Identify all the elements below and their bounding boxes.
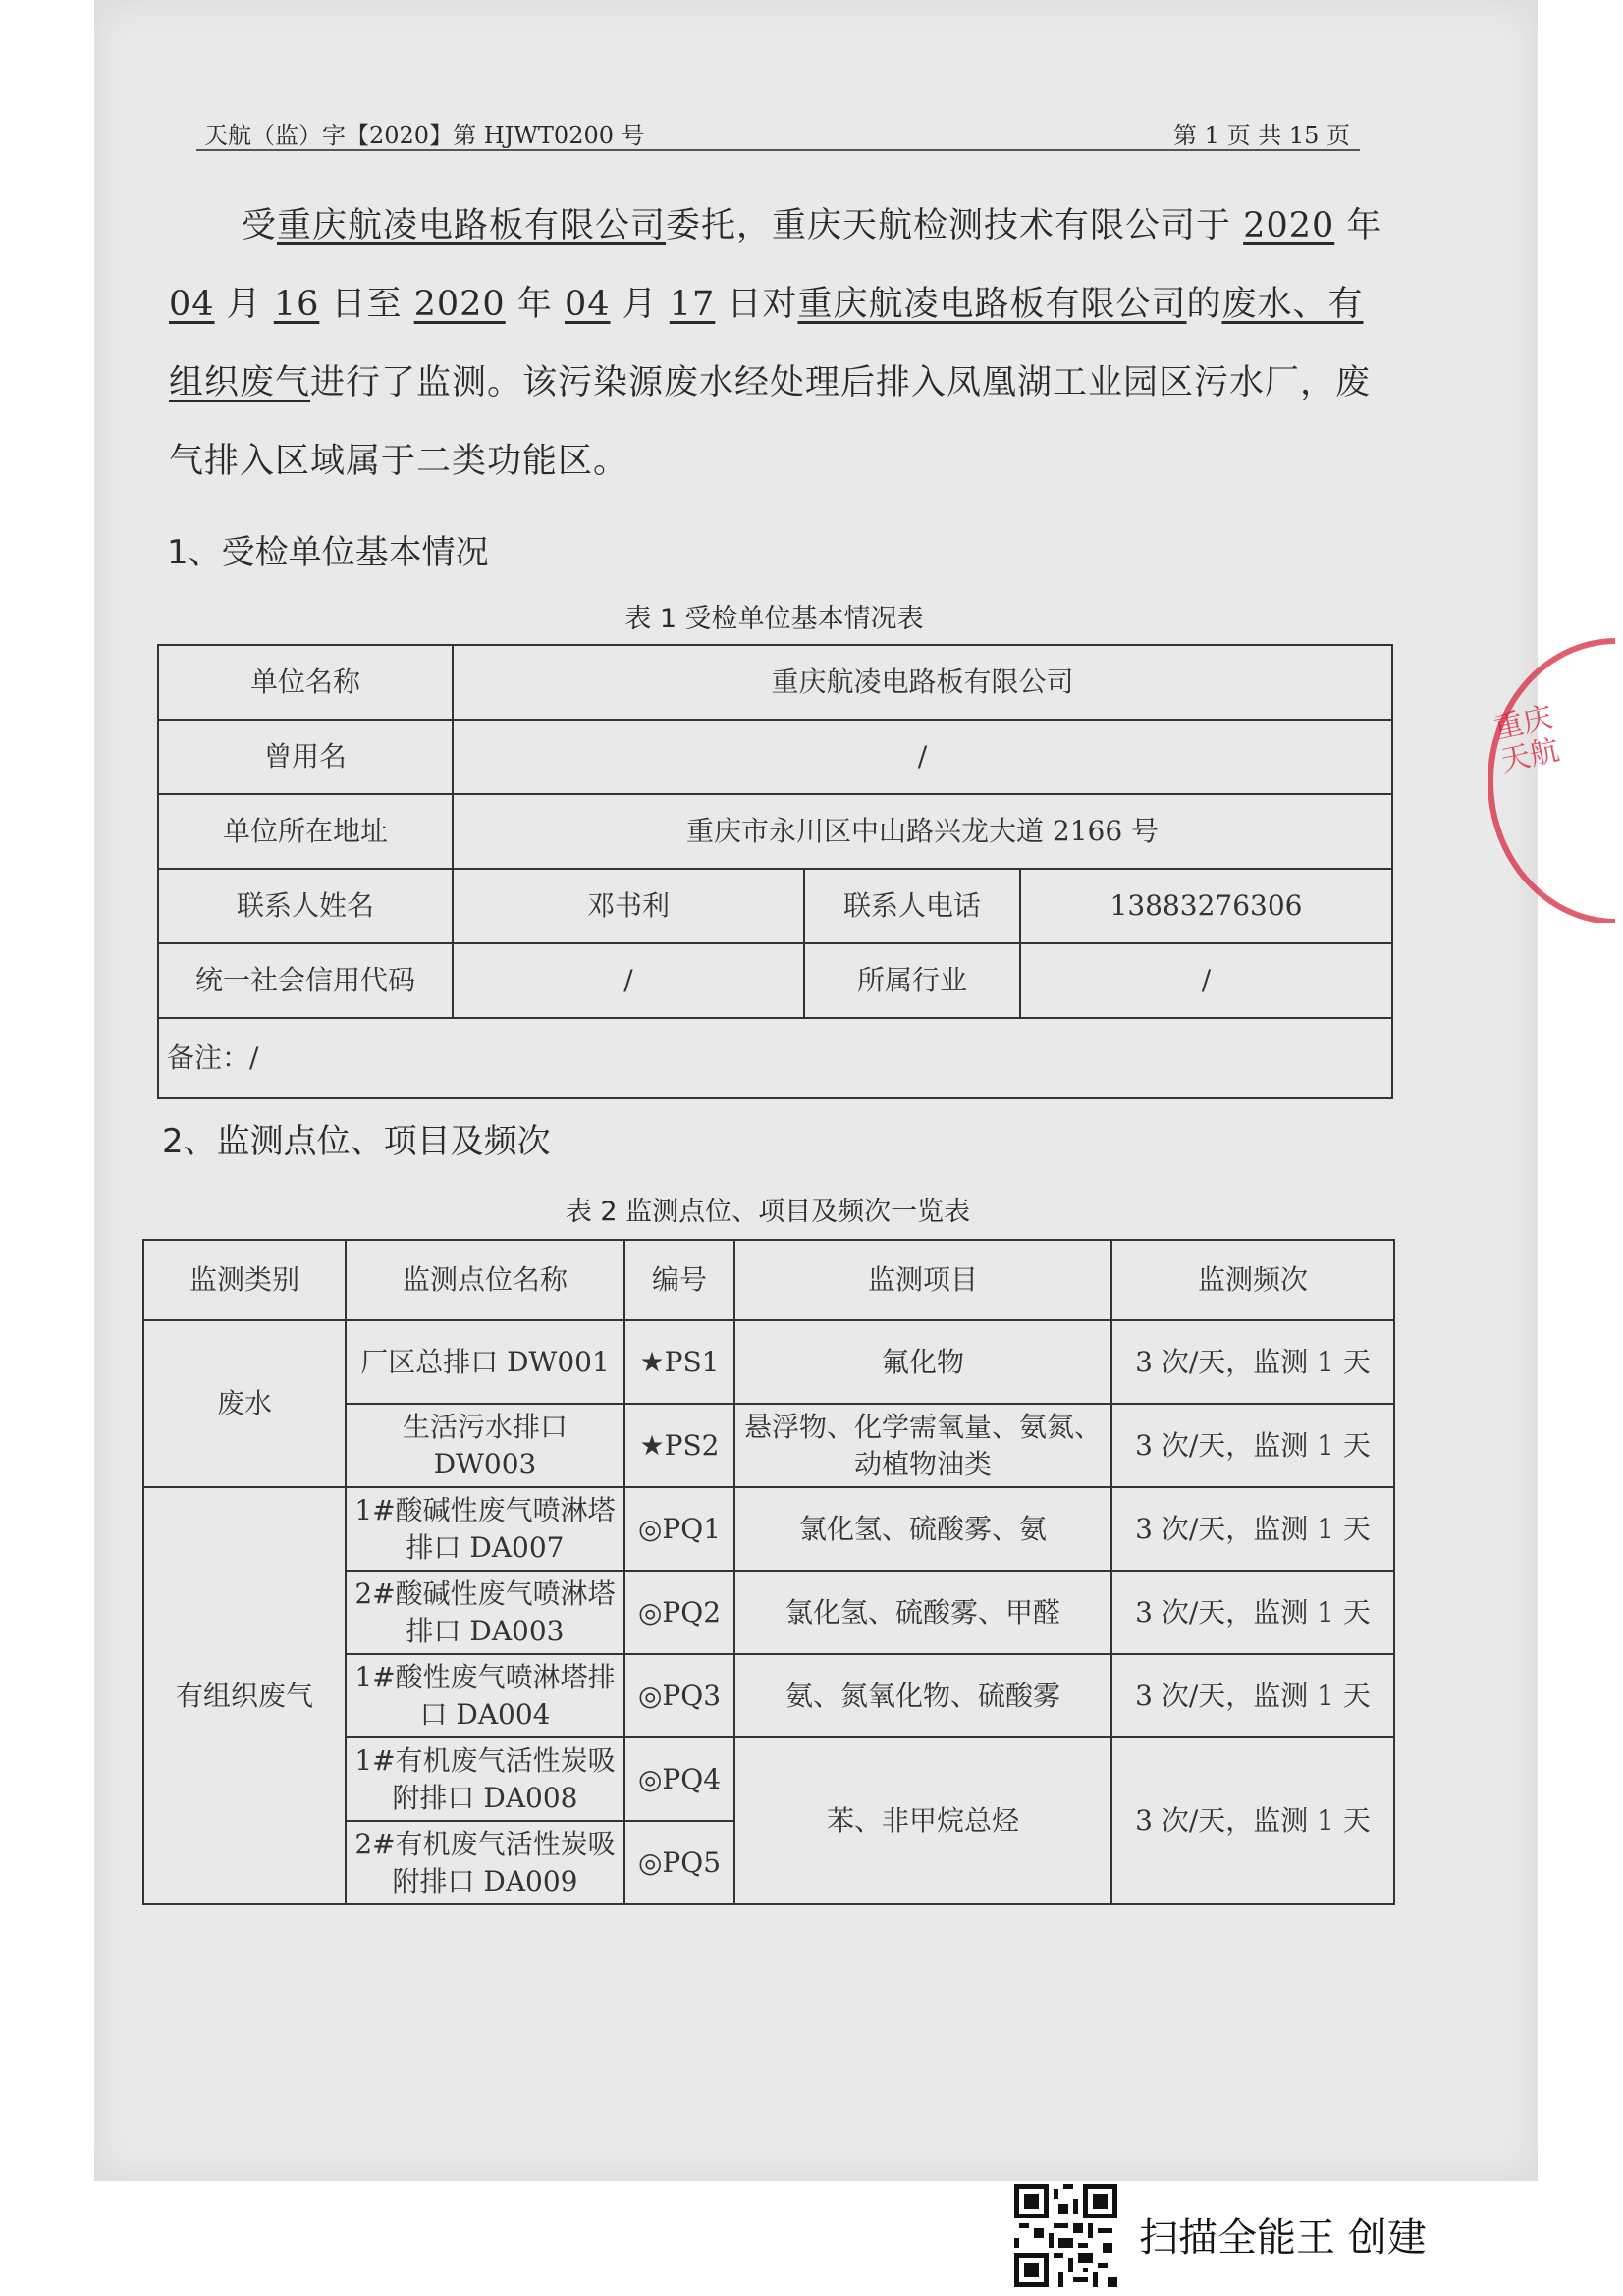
document-number: 天航（监）字【2020】第 HJWT0200 号	[204, 122, 645, 149]
point-cell: 2#有机废气活性炭吸附排口 DA009	[346, 1821, 624, 1904]
start-day: 16	[273, 285, 320, 324]
value-cell: 重庆市永川区中山路兴龙大道 2166 号	[453, 794, 1392, 869]
client-name: 重庆航凌电路板有限公司	[797, 285, 1187, 324]
intro-text: 受	[242, 206, 278, 245]
intro-text: 月	[214, 285, 274, 324]
table-row	[158, 645, 1392, 720]
table-row	[158, 1018, 1392, 1098]
qr-code-icon	[1014, 2184, 1117, 2287]
column-header: 监测点位名称	[346, 1240, 624, 1320]
intro-text: 年	[1334, 206, 1382, 245]
table-row	[143, 1320, 1394, 1404]
code-cell: ★PS2	[624, 1404, 734, 1487]
section-1-heading: 1、受检单位基本情况	[167, 533, 489, 572]
value-cell: /	[1020, 943, 1392, 1018]
label-cell: 联系人姓名	[158, 869, 453, 943]
table-row	[158, 869, 1392, 943]
table-2-caption: 表 2 监测点位、项目及频次一览表	[565, 1197, 971, 1227]
section-2-heading: 2、监测点位、项目及频次	[162, 1122, 551, 1161]
intro-paragraph	[169, 187, 1396, 501]
item-cell: 氯化氢、硫酸雾、氨	[734, 1487, 1111, 1571]
frequency-cell: 3 次/天，监测 1 天	[1111, 1737, 1394, 1904]
table-row	[158, 943, 1392, 1018]
table-row	[158, 720, 1392, 794]
point-cell: 1#有机废气活性炭吸附排口 DA008	[346, 1737, 624, 1821]
end-month: 04	[564, 285, 611, 324]
label-cell: 曾用名	[158, 720, 453, 794]
point-cell: 2#酸碱性废气喷淋塔排口 DA003	[346, 1571, 624, 1654]
code-cell: ◎PQ5	[624, 1821, 734, 1904]
intro-text: 月	[610, 285, 670, 324]
code-cell: ◎PQ2	[624, 1571, 734, 1654]
table-row	[158, 794, 1392, 869]
frequency-cell: 3 次/天，监测 1 天	[1111, 1320, 1394, 1404]
category-cell: 有组织废气	[143, 1487, 346, 1904]
value-cell: 重庆航凌电路板有限公司	[453, 645, 1392, 720]
intro-text: 委托，重庆天航检测技术有限公司于	[666, 206, 1244, 245]
seal-text: 重庆天航	[1490, 700, 1563, 779]
intro-text: 的	[1186, 285, 1222, 324]
item-cell: 氨、氮氧化物、硫酸雾	[734, 1654, 1111, 1737]
code-cell: ★PS1	[624, 1320, 734, 1404]
page-header	[196, 110, 1360, 151]
frequency-cell: 3 次/天，监测 1 天	[1111, 1571, 1394, 1654]
company-seal-stamp	[1478, 638, 1615, 923]
item-cell: 氟化物	[734, 1320, 1111, 1404]
point-cell: 1#酸性废气喷淋塔排口 DA004	[346, 1654, 624, 1737]
label-cell: 单位所在地址	[158, 794, 453, 869]
frequency-cell: 3 次/天，监测 1 天	[1111, 1404, 1394, 1487]
item-cell: 悬浮物、化学需氧量、氨氮、动植物油类	[734, 1404, 1111, 1487]
value-cell: /	[453, 943, 804, 1018]
page-number: 第 1 页 共 15 页	[1173, 122, 1350, 149]
column-header: 编号	[624, 1240, 734, 1320]
end-year: 2020	[413, 285, 506, 324]
label-cell: 单位名称	[158, 645, 453, 720]
value-cell: 邓书利	[453, 869, 804, 943]
monitored-items: 废水、有组织废气	[169, 285, 1364, 402]
label-cell: 联系人电话	[804, 869, 1020, 943]
table-row	[143, 1487, 1394, 1571]
column-header: 监测类别	[143, 1240, 346, 1320]
scanner-watermark: 扫描全能王 创建	[1139, 2216, 1427, 2261]
point-cell: 生活污水排口 DW003	[346, 1404, 624, 1487]
monitoring-table	[142, 1239, 1395, 1905]
code-cell: ◎PQ4	[624, 1737, 734, 1821]
value-cell: 13883276306	[1020, 869, 1392, 943]
end-day: 17	[669, 285, 716, 324]
intro-text: 日对	[715, 285, 798, 324]
item-cell: 苯、非甲烷总烃	[734, 1737, 1111, 1904]
start-year: 2020	[1243, 206, 1335, 245]
table-1-caption: 表 1 受检单位基本情况表	[624, 604, 924, 634]
label-cell: 统一社会信用代码	[158, 943, 453, 1018]
intro-text: 进行了监测。该污染源废水经处理后排入凤凰湖工业园区污水厂，废气排入区域属于二类功能区。	[169, 363, 1372, 481]
intro-text: 日至	[319, 285, 414, 324]
point-cell: 厂区总排口 DW001	[346, 1320, 624, 1404]
point-cell: 1#酸碱性废气喷淋塔排口 DA007	[346, 1487, 624, 1571]
basic-info-table	[157, 644, 1393, 1099]
column-header: 监测项目	[734, 1240, 1111, 1320]
category-cell: 废水	[143, 1320, 346, 1487]
client-name: 重庆航凌电路板有限公司	[277, 206, 667, 245]
code-cell: ◎PQ3	[624, 1654, 734, 1737]
frequency-cell: 3 次/天，监测 1 天	[1111, 1654, 1394, 1737]
frequency-cell: 3 次/天，监测 1 天	[1111, 1487, 1394, 1571]
label-cell: 所属行业	[804, 943, 1020, 1018]
intro-text: 年	[505, 285, 565, 324]
start-month: 04	[169, 285, 215, 324]
item-cell: 氯化氢、硫酸雾、甲醛	[734, 1571, 1111, 1654]
table-header-row	[143, 1240, 1394, 1320]
value-cell: /	[453, 720, 1392, 794]
remark-cell: 备注：/	[158, 1018, 1392, 1098]
column-header: 监测频次	[1111, 1240, 1394, 1320]
code-cell: ◎PQ1	[624, 1487, 734, 1571]
